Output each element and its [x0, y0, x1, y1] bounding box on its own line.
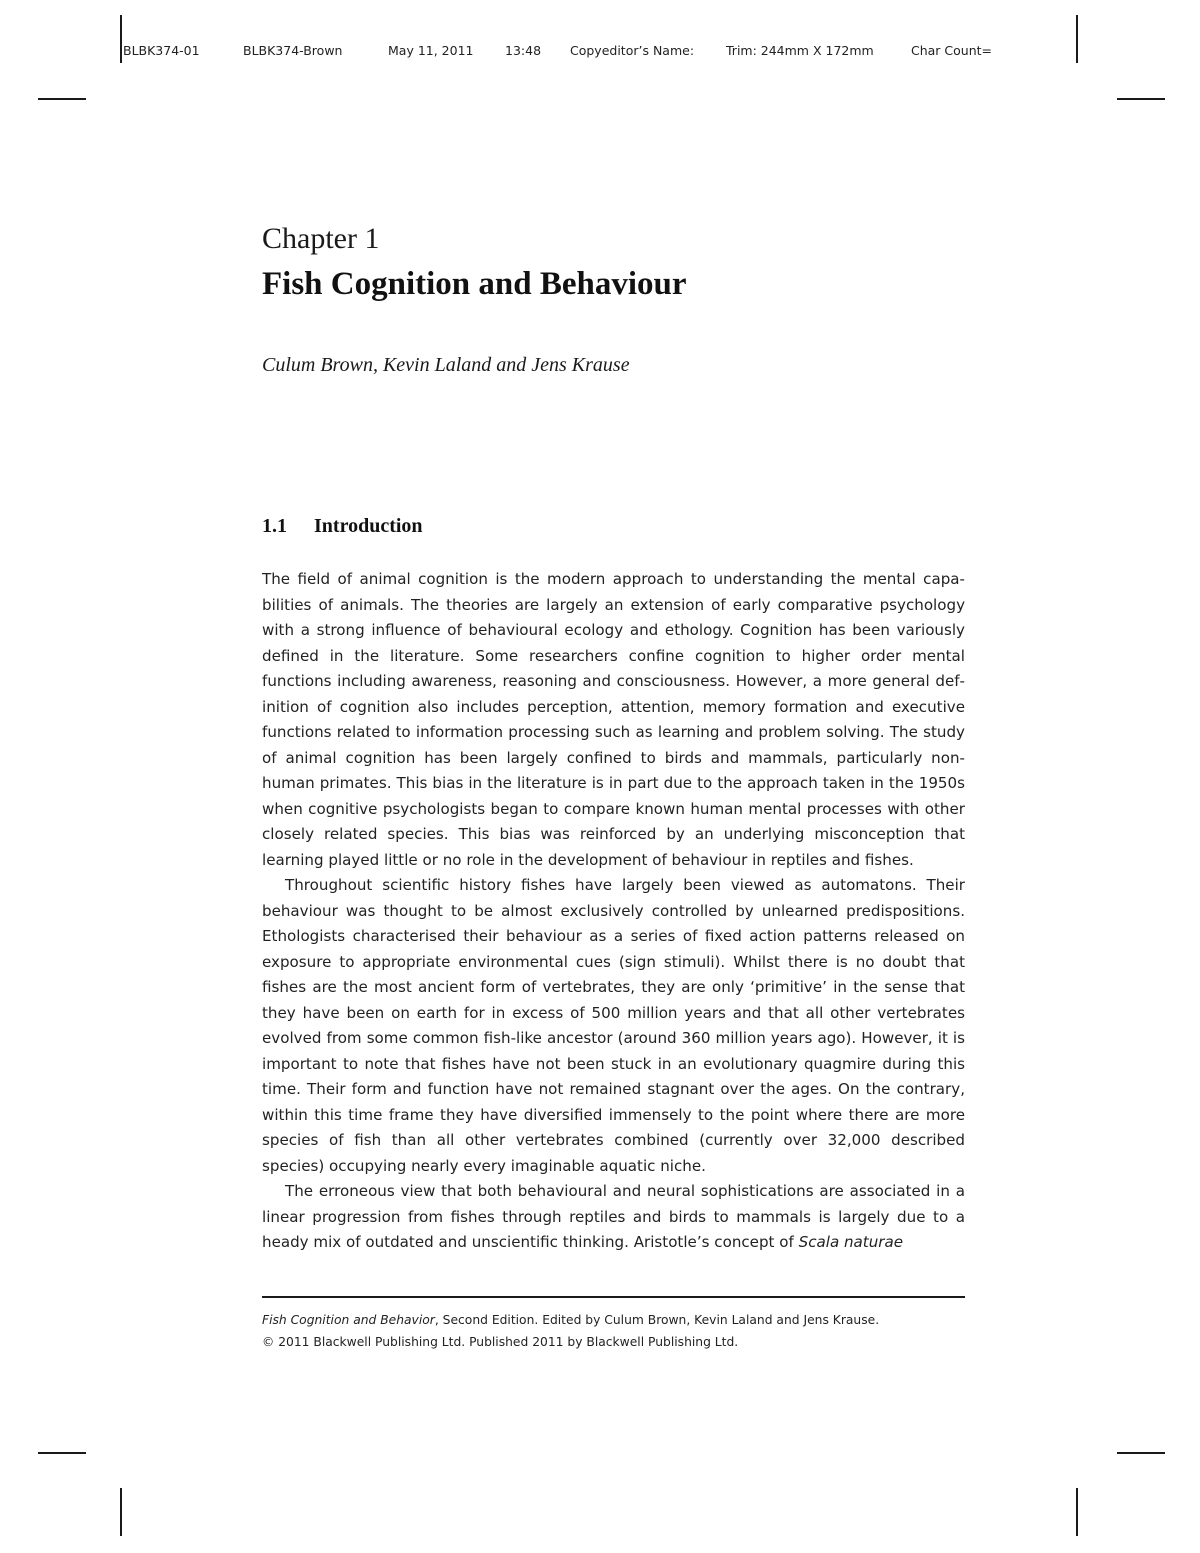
- paragraph-1: The field of animal cognition is the modern approach to understanding the mental capabilities of animals. The theories are largely an extension of early comparative psychology with a strong influence of behavioural ecology and ethology. Cognition has been variously defined in the literature. Some researchers confine cognition to higher order mental functions including awareness, reasoning and consciousness. However, a more general definition of cognition also includes perception, attention, memory formation and executive functions related to information processing such as learning and problem solving. The study of animal cognition has been largely confined to birds and mammals, particularly non-human primates. This bias in the literature is in part due to the approach taken in the 1950s when cognitive psychologists began to compare known human mental processes with other closely related species. This bias was reinforced by an underlying misconception that learning played little or no role in the development of behaviour in reptiles and fishes.: [262, 570, 965, 869]
- section-heading: [262, 515, 423, 538]
- chapter-authors: Culum Brown, Kevin Laland and Jens Krause: [262, 354, 630, 376]
- body-text: [262, 567, 965, 1256]
- crop-mark-top-right-horizontal: [1117, 98, 1165, 100]
- slug-copyeditor: Copyeditor’s Name:: [570, 43, 695, 58]
- crop-mark-bottom-right-vertical: [1076, 1488, 1078, 1536]
- slug-time: 13:48: [505, 43, 542, 58]
- footnote-rule: [262, 1296, 965, 1298]
- paragraph-2: Throughout scientific history fishes have largely been viewed as automatons. Their behaviour was thought to be almost exclusively controlled by unlearned predispositions. Ethologists characterised their behaviour as a series of fixed action patterns released on exposure to appropriate environmental cues (sign stimuli). Whilst there is no doubt that fishes are the most ancient form of vertebrates, they are only ‘primitive’ in the sense that they have been on earth for in excess of 500 million years and that all other vertebrates evolved from some common fish-like ancestor (around 360 million years ago). However, it is important to note that fishes have not been stuck in an evolutionary quagmire during this time. Their form and function have not remained stagnant over the ages. On the contrary, within this time frame they have diversified immensely to the point where there are more species of fish than all other vertebrates combined (currently over 32,000 described species) occupying nearly every imaginable aquatic niche.: [262, 876, 965, 1175]
- section-title: Introduction: [314, 515, 423, 537]
- slug-trim: Trim: 244mm X 172mm: [726, 43, 874, 58]
- footnote-copyright: © 2011 Blackwell Publishing Ltd. Published 2011 by Blackwell Publishing Ltd.: [262, 1335, 739, 1349]
- slug-code: BLBK374-01: [123, 43, 200, 58]
- crop-mark-top-left-horizontal: [38, 98, 86, 100]
- crop-mark-top-left-vertical: [120, 15, 122, 63]
- footnote-citation-line: [262, 1309, 965, 1331]
- crop-mark-bottom-left-horizontal: [38, 1452, 86, 1454]
- paragraph-3: [262, 1179, 965, 1256]
- crop-mark-bottom-right-horizontal: [1117, 1452, 1165, 1454]
- footnote-edition-text: , Second Edition. Edited by Culum Brown, Kevin Laland and Jens Krause.: [434, 1313, 880, 1327]
- footnote: [262, 1309, 965, 1353]
- slug-char-count: Char Count=: [911, 43, 993, 58]
- section-number: 1.1: [262, 515, 287, 537]
- paragraph-3-italic-term: Scala naturae: [798, 1233, 904, 1251]
- slug-file: BLBK374-Brown: [243, 43, 343, 58]
- chapter-title: Fish Cognition and Behaviour: [262, 266, 687, 302]
- paragraph-3-text: The erroneous view that both behavioural and neural sophistications are associated in a linear progression from fishes through reptiles and birds to mammals is largely due to a heady mix of outdated and unscientific thinking. Aristotle’s concept of: [262, 1182, 965, 1251]
- footnote-book-title: Fish Cognition and Behavior: [262, 1313, 435, 1327]
- crop-mark-top-right-vertical: [1076, 15, 1078, 63]
- crop-mark-bottom-left-vertical: [120, 1488, 122, 1536]
- chapter-label: Chapter 1: [262, 222, 380, 255]
- slug-date: May 11, 2011: [388, 43, 474, 58]
